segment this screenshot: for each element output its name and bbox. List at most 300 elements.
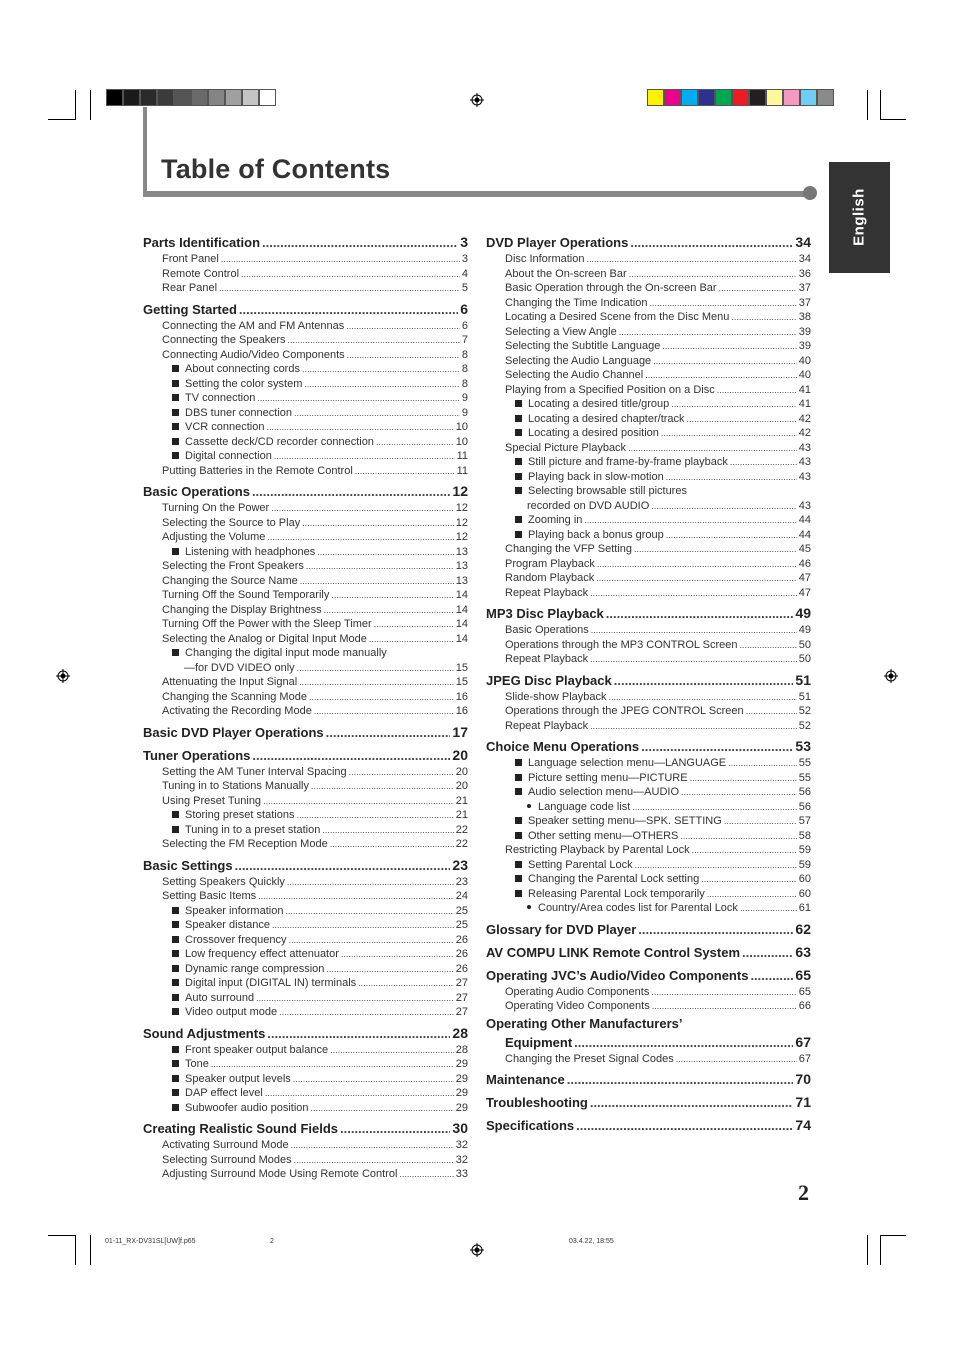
toc-entry — [486, 872, 811, 887]
toc-page-number: 43 — [798, 456, 811, 468]
square-bullet-icon — [515, 788, 522, 795]
toc-entry-text: Operating Other Manufacturers’ — [486, 1015, 683, 1031]
dot-leader — [288, 333, 460, 348]
toc-entry-text: Speaker output levels — [185, 1072, 291, 1085]
toc-entry-title — [505, 339, 660, 354]
language-tab — [829, 162, 890, 273]
toc-entry-text: JPEG Disc Playback — [486, 672, 612, 688]
toc-entry-title — [172, 976, 356, 991]
toc-page-number: 12 — [455, 502, 468, 514]
toc-entry-title — [505, 1052, 674, 1067]
toc-entry — [143, 435, 468, 450]
toc-page-number: 17 — [452, 723, 468, 740]
toc-entry-text: Choice Menu Operations — [486, 739, 640, 754]
toc-section-heading — [486, 1070, 811, 1089]
calibration-swatch — [647, 89, 664, 106]
toc-entry-title — [172, 646, 387, 661]
toc-entry-title — [505, 719, 588, 734]
toc-entry-title — [515, 397, 669, 412]
square-bullet-icon — [172, 907, 179, 914]
dot-leader — [355, 464, 455, 479]
toc-entry — [143, 464, 468, 479]
toc-entry-title — [162, 348, 345, 363]
toc-page-number: 55 — [798, 757, 811, 769]
toc-page-number: 13 — [455, 545, 468, 558]
dot-leader — [692, 843, 797, 858]
language-tab-label: English — [850, 188, 868, 246]
toc-section-heading — [143, 300, 468, 319]
toc-page-number: 8 — [461, 377, 468, 390]
toc-entry — [143, 808, 468, 823]
toc-page-number: 44 — [798, 514, 811, 526]
toc-entry — [486, 756, 811, 771]
square-bullet-icon — [172, 380, 179, 387]
toc-entry — [486, 325, 811, 340]
calibration-swatch — [157, 89, 174, 106]
toc-entry — [143, 516, 468, 531]
toc-page-number: 50 — [798, 638, 811, 651]
toc-entry-text: Still picture and frame-by-frame playback — [528, 456, 728, 468]
toc-entry-title — [515, 785, 679, 800]
toc-entry — [486, 528, 811, 543]
toc-page-number: 62 — [795, 920, 811, 937]
toc-entry-title — [505, 704, 744, 719]
toc-entry-text: Audio selection menu—AUDIO — [528, 786, 680, 798]
toc-page-number: 37 — [798, 296, 811, 309]
dot-leader — [591, 623, 797, 638]
toc-entry-text: Maintenance — [486, 1072, 565, 1087]
title-frame — [143, 107, 147, 197]
dot-leader — [690, 771, 797, 786]
toc-entry-text: Troubleshooting — [486, 1095, 588, 1110]
toc-entry-title — [143, 300, 237, 319]
toc-entry — [143, 559, 468, 574]
dot-leader — [302, 516, 454, 531]
toc-entry-text: Basic Operation through the On-screen Bar — [505, 282, 717, 294]
toc-entry-text: Attenuating the Input Signal — [162, 676, 298, 688]
registration-mark-icon — [470, 1243, 484, 1257]
toc-entry-text: Getting Started — [143, 301, 237, 317]
toc-entry-text: Selecting browsable still pictures — [528, 485, 687, 497]
dot-leader — [596, 571, 796, 586]
toc-entry — [486, 652, 811, 667]
dot-leader — [399, 1167, 453, 1182]
toc-page-number: 38 — [798, 311, 811, 323]
toc-entry-text: Zooming in — [528, 514, 583, 526]
toc-section-heading — [486, 1093, 811, 1112]
toc-entry-text: Setting the AM Tuner Interval Spacing — [162, 765, 347, 778]
toc-page-number: 51 — [798, 690, 811, 703]
toc-entry-text: Changing the Display Brightness — [162, 603, 322, 616]
toc-section-heading — [143, 723, 468, 742]
toc-entry-title — [162, 837, 328, 852]
toc-page-number: 51 — [795, 671, 811, 688]
toc-page-number: 47 — [798, 572, 811, 584]
dot-leader — [590, 652, 797, 667]
toc-entry-text: Digital connection — [185, 450, 272, 462]
calibration-swatch — [259, 89, 276, 106]
toc-entry-text: Remote Control — [162, 267, 240, 280]
toc-page-number: 14 — [455, 632, 468, 645]
toc-entry-title — [162, 875, 285, 890]
toc-entry-title — [143, 1119, 338, 1138]
dot-leader — [701, 872, 797, 887]
toc-entry — [143, 252, 468, 267]
toc-entry-title — [162, 501, 269, 516]
toc-entry-text: Dynamic range compression — [185, 962, 325, 975]
toc-section-heading — [486, 604, 811, 623]
toc-entry — [486, 368, 811, 383]
dot-leader — [609, 690, 797, 705]
toc-entry-text: Special Picture Playback — [505, 441, 627, 454]
toc-page-number: 60 — [798, 887, 811, 900]
toc-entry — [143, 690, 468, 705]
toc-entry-text: Turning On the Power — [162, 502, 270, 514]
toc-page-number: 39 — [798, 340, 811, 352]
toc-entry-text: Listening with headphones — [185, 545, 316, 558]
square-bullet-icon — [172, 1104, 179, 1111]
dot-leader — [584, 513, 796, 528]
toc-entry — [143, 1153, 468, 1168]
square-bullet-icon — [172, 365, 179, 372]
toc-entry-text: Activating the Recording Mode — [162, 705, 312, 717]
toc-entry-text: Selecting Surround Modes — [162, 1153, 292, 1166]
dot-leader — [740, 901, 797, 916]
toc-entry — [486, 441, 811, 456]
toc-page-number: 57 — [798, 815, 811, 827]
toc-entry-title — [162, 530, 265, 545]
toc-entry — [143, 406, 468, 421]
dot-leader — [256, 991, 454, 1006]
toc-entry-text: Speaker distance — [185, 919, 270, 931]
toc-entry-text: Connecting Audio/Video Components — [162, 348, 345, 361]
toc-entry-text: Setting Parental Lock — [528, 858, 633, 871]
dot-leader — [629, 267, 797, 282]
toc-entry-text: Tuner Operations — [143, 747, 251, 763]
dot-leader — [641, 737, 793, 756]
toc-entry-title — [515, 814, 722, 829]
toc-entry — [143, 962, 468, 977]
dot-leader — [274, 449, 455, 464]
dot-leader — [267, 1024, 450, 1043]
toc-entry — [486, 814, 811, 829]
round-bullet-icon — [527, 905, 531, 909]
calibration-swatch — [698, 89, 715, 106]
toc-entry-title — [172, 420, 265, 435]
toc-entry-title — [162, 794, 261, 809]
square-bullet-icon — [515, 875, 522, 882]
toc-entry-title — [505, 368, 643, 383]
toc-entry-text: Crossover frequency — [185, 933, 287, 946]
toc-entry-title — [172, 933, 287, 948]
dot-leader — [742, 943, 793, 962]
dot-leader — [630, 233, 793, 252]
square-bullet-icon — [172, 1075, 179, 1082]
toc-entry-title — [505, 252, 584, 267]
toc-entry — [143, 574, 468, 589]
toc-entry — [486, 310, 811, 325]
toc-entry-title — [172, 377, 302, 392]
square-bullet-icon — [172, 979, 179, 986]
toc-entry — [143, 449, 468, 464]
toc-entry-title — [505, 310, 729, 325]
toc-page-number: 23 — [455, 875, 468, 888]
toc-entry-title — [143, 482, 250, 501]
dot-leader — [265, 1086, 454, 1101]
toc-entry — [143, 362, 468, 377]
toc-entry-title — [172, 808, 294, 823]
dot-leader — [634, 542, 797, 557]
calibration-swatch — [225, 89, 242, 106]
toc-entry — [143, 991, 468, 1006]
toc-page-number: 26 — [455, 933, 468, 946]
calibration-swatch — [106, 89, 123, 106]
toc-entry-text: Repeat Playback — [505, 719, 589, 732]
toc-page-number: 14 — [455, 603, 468, 616]
toc-entry-title — [172, 1043, 328, 1058]
toc-entry-title — [515, 484, 687, 499]
toc-entry-text: Selecting the Audio Language — [505, 354, 652, 367]
toc-page-number: 66 — [798, 1000, 811, 1012]
toc-entry-title — [486, 671, 612, 690]
toc-page-number: 3 — [460, 234, 468, 250]
toc-page-number: 22 — [455, 838, 468, 850]
toc-entry-text: Operating Audio Components — [505, 985, 650, 998]
registration-mark-icon — [884, 669, 898, 683]
toc-entry — [486, 843, 811, 858]
toc-entry-title — [505, 985, 649, 1000]
toc-entry — [143, 1086, 468, 1101]
toc-entry-title — [162, 632, 367, 647]
toc-page-number: 33 — [455, 1168, 468, 1180]
toc-entry — [143, 267, 468, 282]
toc-entry-text: Activating Surround Mode — [162, 1139, 289, 1151]
toc-entry-title — [505, 571, 594, 586]
toc-entry-text: Setting Speakers Quickly — [162, 875, 285, 888]
toc-page-number: 61 — [798, 902, 811, 914]
toc-entry-title — [172, 1086, 263, 1101]
dot-leader — [597, 557, 797, 572]
registration-mark-icon — [56, 669, 70, 683]
toc-section-heading — [486, 943, 811, 962]
square-bullet-icon — [172, 1008, 179, 1015]
toc-page-number: 20 — [455, 780, 468, 792]
toc-entry — [486, 1033, 811, 1052]
toc-entry — [143, 420, 468, 435]
toc-page-number: 42 — [798, 412, 811, 425]
toc-page-number: 9 — [461, 406, 468, 419]
toc-entry-title — [172, 823, 320, 838]
toc-entry-text: Picture setting menu—PICTURE — [528, 771, 688, 784]
toc-page-number: 12 — [452, 483, 468, 499]
toc-entry-text: MP3 Disc Playback — [486, 606, 604, 621]
toc-entry-title — [162, 765, 347, 780]
square-bullet-icon — [515, 458, 522, 465]
toc-entry-text: Program Playback — [505, 557, 595, 570]
toc-entry-title — [162, 319, 344, 334]
toc-section-heading — [143, 233, 468, 252]
toc-entry-title — [143, 746, 250, 765]
toc-entry-text: AV COMPU LINK Remote Control System — [486, 944, 741, 960]
toc-entry — [143, 918, 468, 933]
toc-entry-title — [505, 296, 647, 311]
square-bullet-icon — [172, 1046, 179, 1053]
toc-section-heading — [486, 920, 811, 939]
toc-entry-title — [162, 1167, 397, 1182]
square-bullet-icon — [172, 409, 179, 416]
calibration-swatch — [208, 89, 225, 106]
toc-page-number: 43 — [798, 499, 811, 512]
toc-entry-text: Front Panel — [162, 253, 219, 265]
toc-page-number: 15 — [455, 661, 468, 674]
dot-leader — [707, 887, 797, 902]
toc-entry-text: Playing from a Specified Position on a Disc — [505, 383, 715, 396]
square-bullet-icon — [515, 861, 522, 868]
dot-leader — [272, 918, 454, 933]
toc-entry-title — [162, 588, 329, 603]
calibration-swatch — [191, 89, 208, 106]
toc-entry-text: Connecting the AM and FM Antennas — [162, 319, 345, 332]
calibration-swatch — [766, 89, 783, 106]
toc-entry — [143, 348, 468, 363]
toc-entry — [143, 976, 468, 991]
toc-entry-title — [143, 1024, 265, 1043]
square-bullet-icon — [172, 423, 179, 430]
dot-leader — [590, 719, 797, 734]
toc-entry-title — [486, 1093, 588, 1112]
toc-entry-text: Setting the color system — [185, 377, 303, 390]
dot-leader — [376, 435, 454, 450]
toc-page-number: 7 — [461, 334, 468, 346]
dot-leader — [719, 281, 797, 296]
square-bullet-icon — [172, 950, 179, 957]
toc-entry-text: VCR connection — [185, 421, 265, 433]
dot-leader — [731, 310, 796, 325]
toc-entry-title — [184, 661, 295, 676]
toc-entry — [486, 484, 811, 499]
square-bullet-icon — [172, 394, 179, 401]
toc-entry-title — [515, 513, 582, 528]
toc-page-number: 39 — [798, 325, 811, 338]
dot-leader — [358, 976, 454, 991]
square-bullet-icon — [172, 811, 179, 818]
dot-leader — [314, 704, 454, 719]
toc-entry-title — [505, 383, 715, 398]
toc-page-number: 59 — [798, 858, 811, 871]
toc-page-number: 12 — [455, 531, 468, 543]
toc-entry — [486, 542, 811, 557]
dot-leader — [369, 632, 454, 647]
toc-left-column — [143, 233, 468, 1182]
footer-page: 2 — [270, 1238, 274, 1245]
toc-entry-text: Disc Information — [505, 253, 585, 265]
toc-entry-title — [162, 779, 309, 794]
toc-page-number: 29 — [455, 1087, 468, 1099]
toc-page-number: 11 — [456, 450, 468, 462]
toc-section-heading — [143, 1024, 468, 1043]
toc-entry — [486, 557, 811, 572]
toc-entry-title — [515, 470, 664, 485]
toc-page-number: 8 — [461, 363, 468, 375]
dot-leader — [740, 638, 797, 653]
dot-leader — [574, 1033, 793, 1052]
toc-entry-title — [162, 704, 312, 719]
toc-page-number: 34 — [798, 253, 811, 265]
toc-entry-title — [172, 904, 283, 919]
dot-leader — [289, 933, 454, 948]
toc-entry-text: Basic Operations — [505, 624, 589, 636]
toc-entry-text: Operating Video Components — [505, 1000, 650, 1012]
toc-entry — [486, 858, 811, 873]
toc-section-heading — [486, 966, 811, 985]
toc-page-number: 42 — [798, 427, 811, 439]
dot-leader — [299, 675, 454, 690]
toc-entry — [143, 377, 468, 392]
toc-entry — [486, 638, 811, 653]
dot-leader — [219, 281, 460, 296]
toc-entry — [486, 1052, 811, 1067]
dot-leader — [638, 920, 793, 939]
toc-entry — [486, 455, 811, 470]
toc-entry-text: Selecting the FM Reception Mode — [162, 838, 328, 850]
toc-entry-title — [486, 920, 636, 939]
dot-leader — [567, 1070, 794, 1089]
toc-entry-text: Subwoofer audio position — [185, 1101, 309, 1114]
dot-leader — [346, 319, 460, 334]
toc-entry-text: —for DVD VIDEO only — [184, 661, 295, 674]
toc-page-number: 59 — [798, 844, 811, 856]
calibration-swatch — [817, 89, 834, 106]
toc-entry — [143, 603, 468, 618]
round-bullet-icon — [527, 804, 531, 808]
toc-page-number: 52 — [798, 705, 811, 717]
dot-leader — [606, 604, 794, 623]
dot-leader — [239, 300, 458, 319]
toc-entry-text: Random Playback — [505, 572, 595, 584]
dot-leader — [252, 746, 450, 765]
toc-entry — [143, 501, 468, 516]
toc-entry-title — [505, 557, 595, 572]
toc-page-number: 21 — [455, 794, 468, 807]
toc-entry-text: Locating a desired position — [528, 427, 659, 439]
color-calibration-bar — [647, 89, 834, 106]
toc-entry-text: Repeat Playback — [505, 586, 589, 599]
toc-page-number: 36 — [798, 267, 811, 280]
toc-entry — [486, 704, 811, 719]
dot-leader — [258, 889, 454, 904]
toc-entry-title — [162, 559, 304, 574]
toc-entry-title — [172, 545, 315, 560]
toc-page-number: 29 — [455, 1101, 468, 1114]
toc-entry-text: Country/Area codes list for Parental Lock — [538, 902, 738, 914]
toc-entry-text: Tone — [185, 1058, 209, 1070]
toc-entry — [486, 252, 811, 267]
toc-entry-text: Specifications — [486, 1118, 575, 1133]
toc-entry-text: Storing preset stations — [185, 809, 295, 821]
toc-page-number: 63 — [795, 943, 811, 960]
toc-page-number: 23 — [452, 856, 468, 873]
toc-section-heading — [143, 1119, 468, 1138]
toc-entry-text: DBS tuner connection — [185, 406, 293, 419]
toc-page-number: 4 — [461, 267, 468, 280]
toc-page-number: 16 — [455, 690, 468, 703]
toc-entry-text: Tuning in to a preset station — [185, 823, 321, 836]
toc-entry-text: Sound Adjustments — [143, 1025, 266, 1041]
toc-section-heading — [143, 856, 468, 875]
toc-entry — [486, 470, 811, 485]
toc-entry-text: Low frequency effect attenuator — [185, 948, 339, 960]
toc-page-number: 65 — [795, 966, 811, 983]
